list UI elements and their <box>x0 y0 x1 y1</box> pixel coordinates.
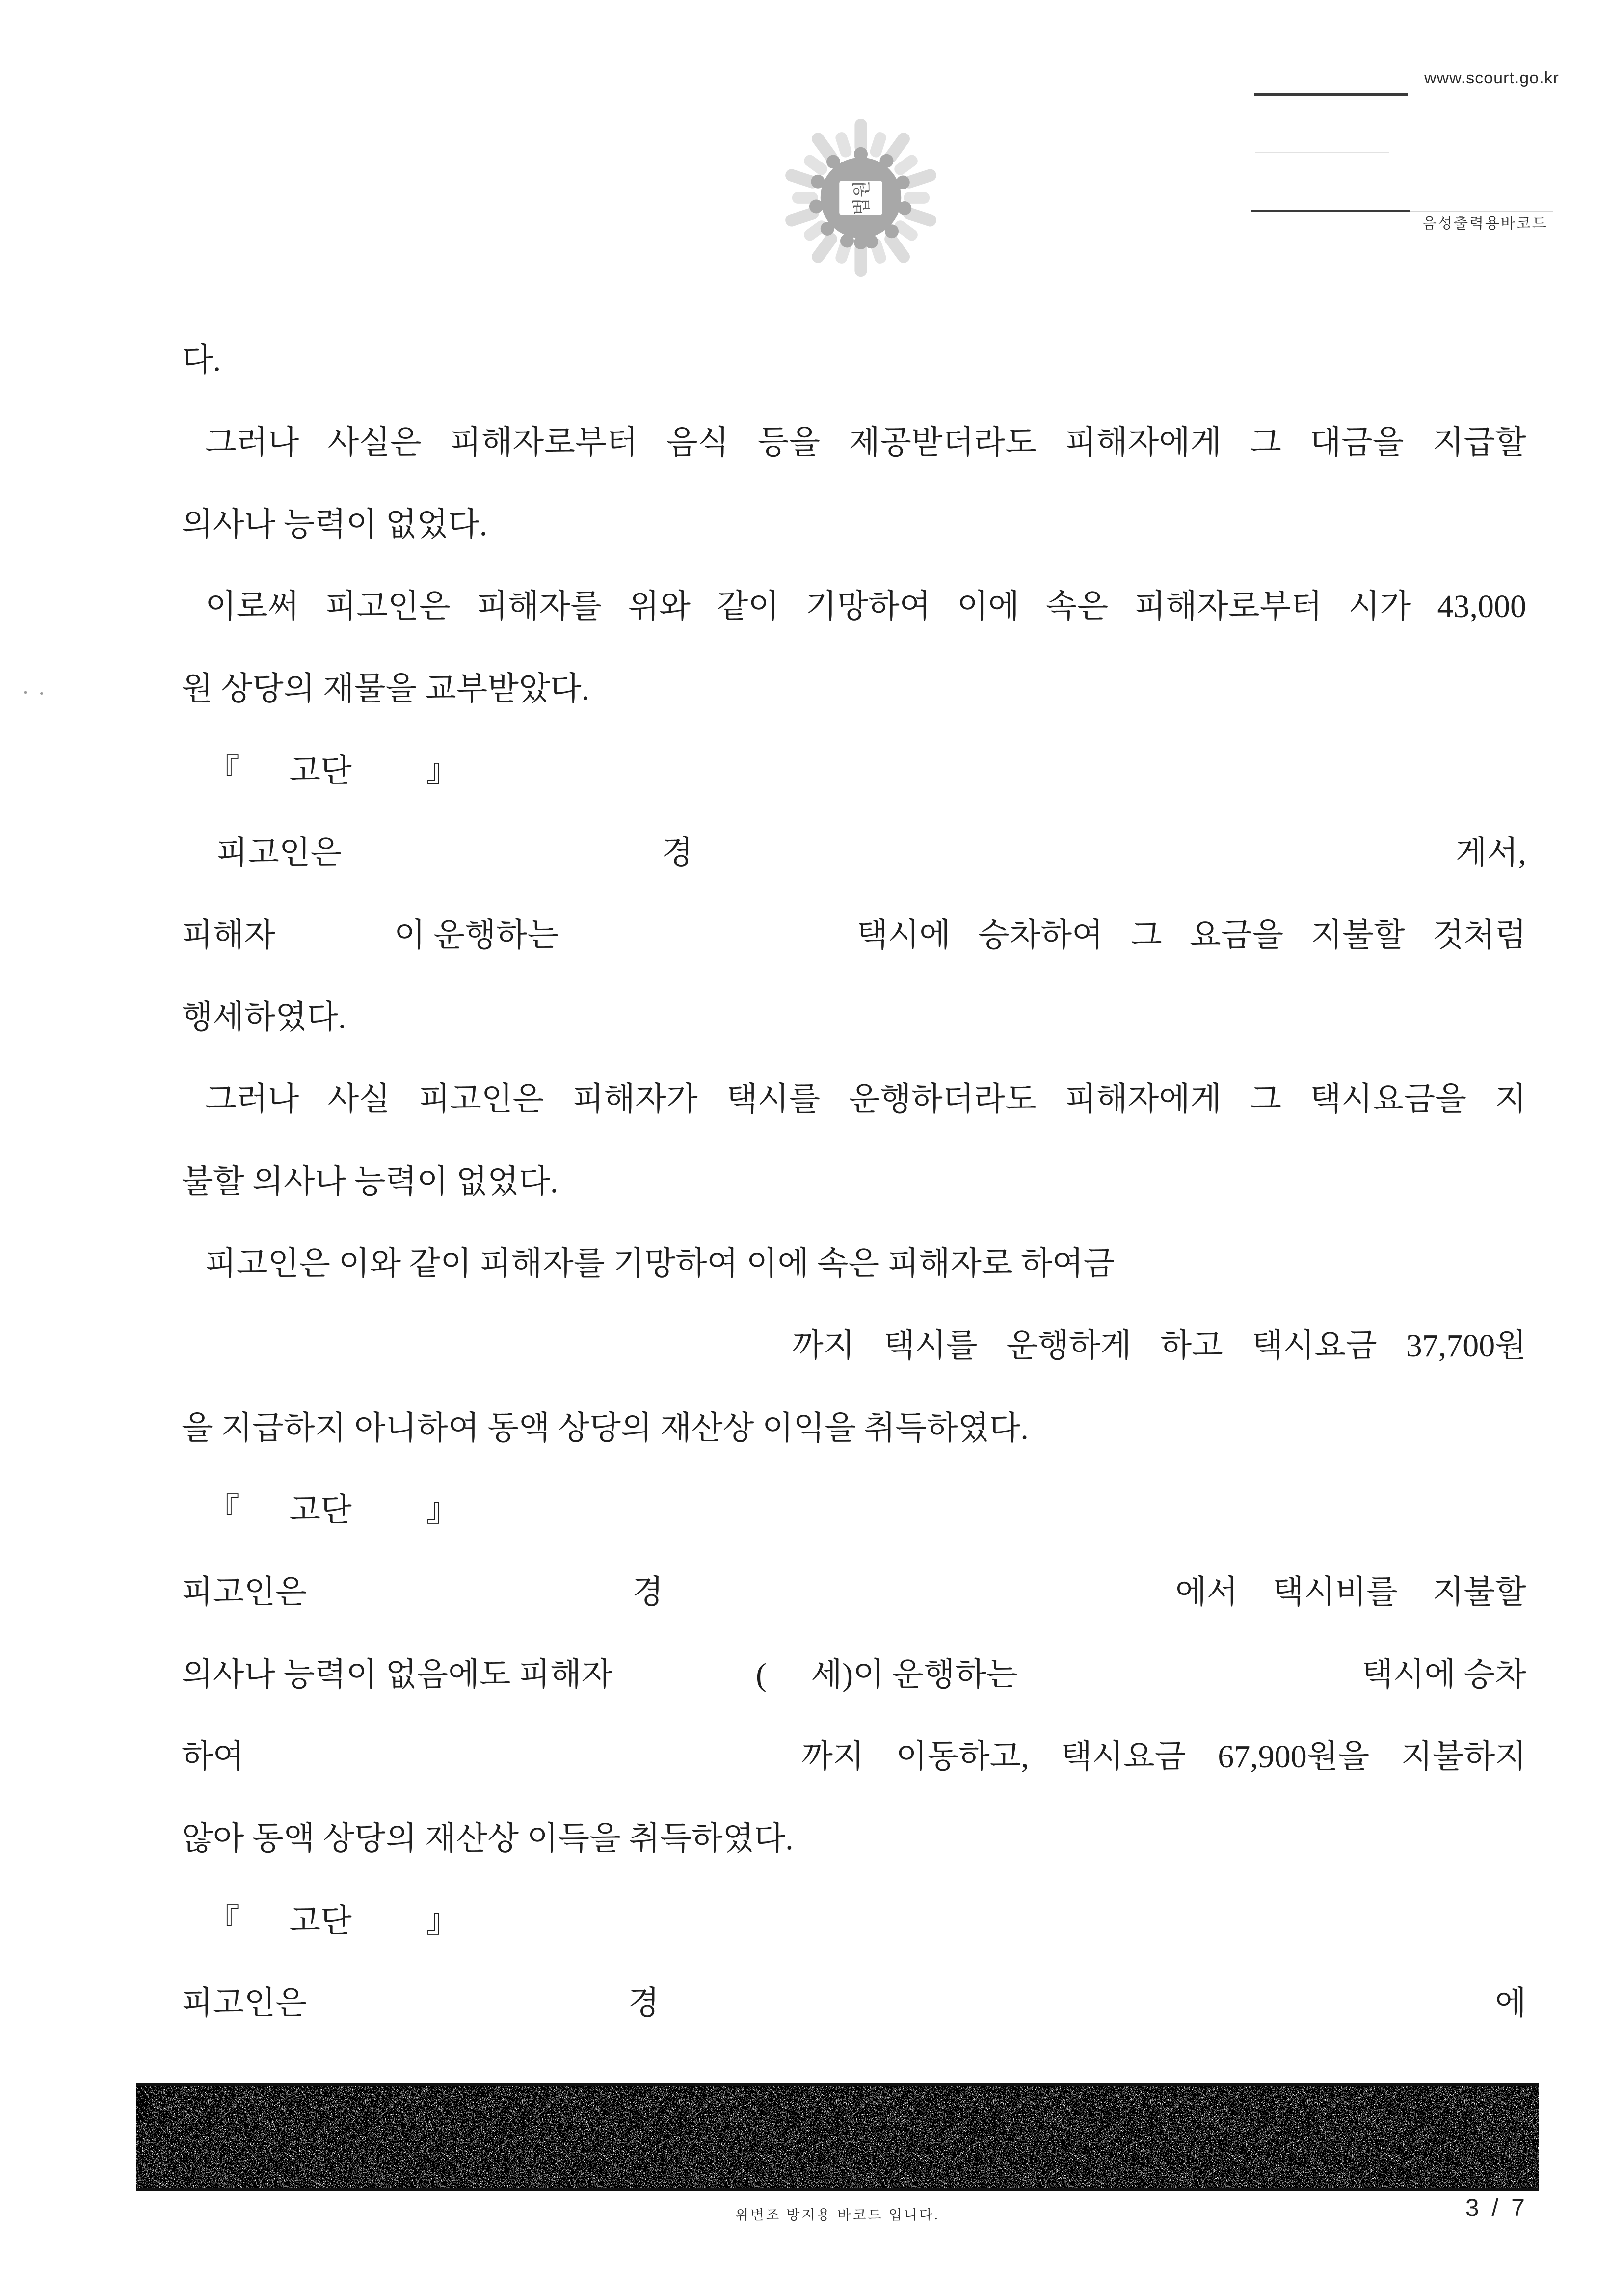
text-line-redacted <box>182 833 1526 877</box>
text-segment: 경 <box>662 835 693 871</box>
text-line-redacted <box>182 1654 1526 1699</box>
text-line: 의사나 능력이 없었다. <box>182 507 488 542</box>
text-segment: 『 <box>207 1492 240 1528</box>
text-line-redacted <box>182 1736 1526 1781</box>
faint-rule <box>1255 152 1389 153</box>
text-segment: 피고인은 <box>216 835 342 871</box>
text-line-redacted <box>182 1572 1526 1616</box>
text-segment: 에서 택시비를 지불할 <box>1175 1574 1526 1610</box>
scourt-website-url: www.scourt.go.kr <box>1424 69 1559 87</box>
text-segment: 『 <box>207 753 240 789</box>
text-segment: 에 <box>1495 1985 1526 2021</box>
scan-speck <box>40 692 43 695</box>
barcode-caption: 위변조 방지용 바코드 입니다. <box>735 2208 940 2223</box>
text-segment: 』 <box>426 1903 459 1939</box>
text-line: 불할 의사나 능력이 없었다. <box>182 1164 559 1200</box>
text-segment: 세)이 운행하는 <box>811 1657 1018 1693</box>
text-line: 다. <box>182 342 221 378</box>
text-line: 을 지급하지 아니하여 동액 상당의 재산상 이익을 취득하였다. <box>182 1410 1029 1446</box>
text-line: 피고인은 이와 같이 피해자를 기망하여 이에 속은 피해자로 하여금 <box>205 1246 1115 1282</box>
text-segment: 피해자 <box>182 918 276 953</box>
text-line-redacted <box>182 1325 1526 1370</box>
text-segment: 이 운행하는 <box>394 918 559 953</box>
text-segment: 까지 이동하고, 택시요금 67,900원을 지불하지 <box>801 1739 1526 1775</box>
text-segment: 피고인은 <box>182 1985 307 2021</box>
text-segment: 고단 <box>289 1492 352 1528</box>
text-segment: 의사나 능력이 없음에도 피해자 <box>182 1657 613 1693</box>
text-segment: 고단 <box>289 753 352 789</box>
text-segment: 피고인은 <box>182 1574 307 1610</box>
text-segment: 택시에 승차 <box>1361 1657 1526 1693</box>
text-line: 않아 동액 상당의 재산상 이득을 취득하였다. <box>182 1821 794 1857</box>
text-line: 행세하였다. <box>182 999 346 1035</box>
seal-text: 법원 <box>851 180 872 216</box>
text-line: 그러나 사실 피고인은 피해자가 택시를 운행하더라도 피해자에게 그 택시요금을 지 <box>205 1081 1527 1117</box>
text-segment: 경 <box>632 1574 664 1610</box>
text-line: 원 상당의 재물을 교부받았다. <box>182 671 590 707</box>
audio-output-barcode-label: 음성출력용바코드 <box>1422 216 1548 232</box>
text-segment: 게서, <box>1455 835 1526 871</box>
barcode-edge-artifact <box>136 2086 147 2121</box>
barcode-noise <box>136 2086 1539 2188</box>
redacted-rule-bottom <box>1251 210 1410 212</box>
court-seal-icon <box>773 112 949 284</box>
text-segment: 고단 <box>289 1903 352 1939</box>
text-line-gudan-header <box>182 1901 1526 1945</box>
text-segment: 』 <box>426 1492 459 1528</box>
text-segment: 경 <box>628 1985 660 2021</box>
page-number: 3 / 7 <box>1465 2194 1528 2221</box>
text-line-gudan-header <box>182 1490 1526 1534</box>
text-line-redacted <box>182 1983 1526 2027</box>
redacted-rule-top <box>1254 93 1408 96</box>
text-line-redacted <box>182 915 1526 959</box>
text-segment: 『 <box>207 1903 240 1939</box>
text-segment: 』 <box>426 753 459 789</box>
text-segment: 까지 택시를 운행하게 하고 택시요금 37,700원 <box>792 1328 1526 1364</box>
text-segment: 택시에 승차하여 그 요금을 지불할 것처럼 <box>856 918 1526 953</box>
text-line: 이로써 피고인은 피해자를 위와 같이 기망하여 이에 속은 피해자로부터 시가 43,000 <box>205 589 1526 624</box>
text-line-gudan-header <box>182 751 1526 795</box>
scan-speck <box>24 691 27 694</box>
text-line: 그러나 사실은 피해자로부터 음식 등을 제공받더라도 피해자에게 그 대금을 지급할 <box>205 425 1526 460</box>
text-segment: 하여 <box>182 1739 244 1775</box>
anti-forgery-barcode <box>136 2083 1539 2191</box>
text-segment: ( <box>755 1657 767 1693</box>
